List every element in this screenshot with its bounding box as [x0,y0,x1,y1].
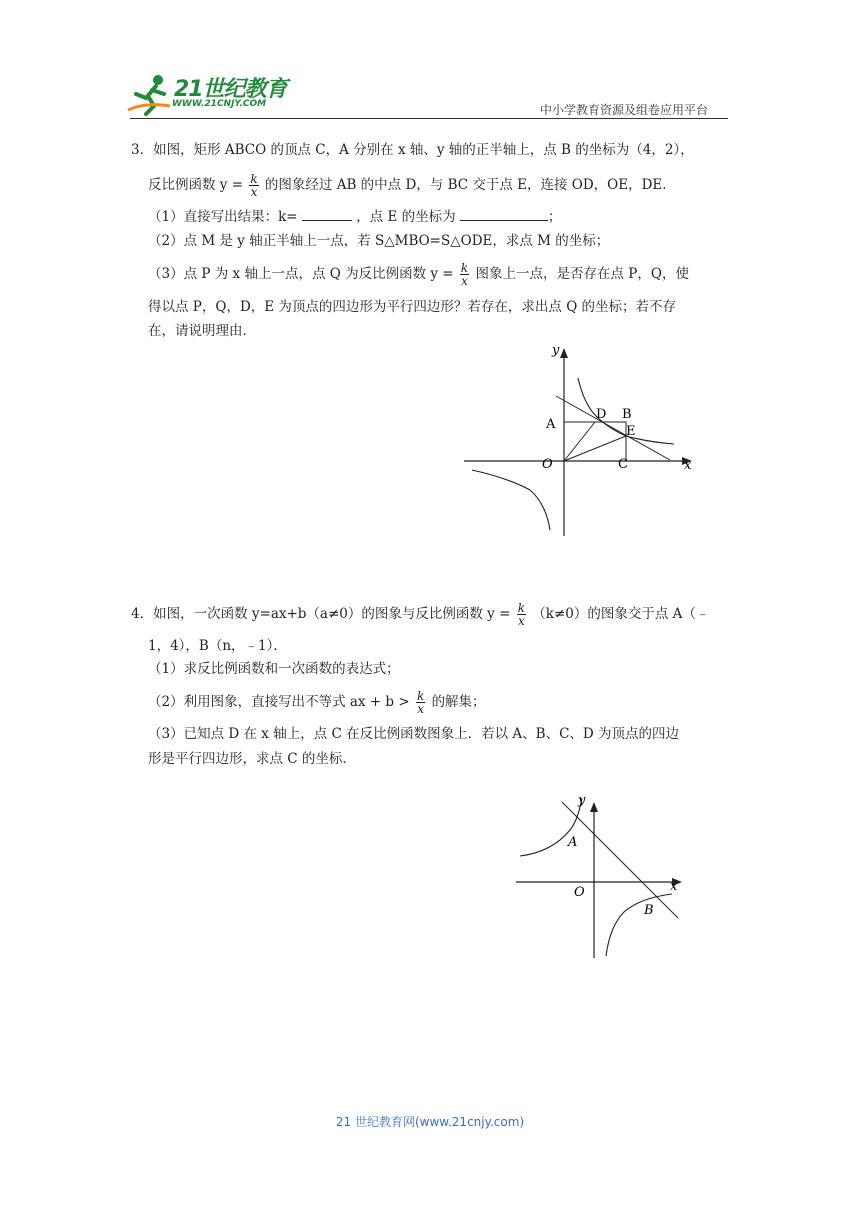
q3-part-1: （1）直接写出结果：k= ，点 E 的坐标为 ； [148,209,562,225]
q3-line-2b: 的图象经过 AB 的中点 D，与 BC 交于点 E，连接 OD，OE，DE． [264,177,676,193]
logo-text: 21世纪教育 [174,77,287,102]
label-d: D [596,407,607,422]
q3-part-3-end: 在，请说明理由． [148,323,256,339]
q3-part-3-cont: 得以点 P，Q，D，E 为顶点的四边形为平行四边形？若存在，求出点 Q 的坐标；若不存 [148,299,677,315]
q3-part-3: （3）点 P 为 x 轴上一点，点 Q 为反比例函数 y = $\frac{k}{x}$ 图象上一点，是否存在点 P，Q，使 [148,261,689,288]
label-o: O [542,457,553,472]
y-axis-arrow [590,802,598,812]
hyperbola-branch-4 [606,894,672,956]
label-a: A [546,417,556,432]
q4-part-3-cont: 形是平行四边形，求点 C 的坐标． [148,751,356,767]
logo [126,72,296,116]
answer-blank-e[interactable] [460,208,548,221]
q4-figure [512,790,688,962]
label-y: y [578,793,586,808]
label-c: C [618,457,628,472]
q3-line-2a: 反比例函数 y = [148,177,244,193]
y-axis-arrow [560,348,568,358]
hyperbola-branch-3 [472,470,550,530]
q3-line-1: 3．如图，矩形 ABCO 的顶点 C，A 分别在 x 轴、y 轴的正半轴上，点 B 的坐标为（4，2）， [131,142,694,158]
line-de-extended [556,396,670,460]
label-y: y [552,343,560,358]
q4-part-1: （1）求反比例函数和一次函数的表达式； [148,661,400,677]
label-b: B [644,903,654,918]
rectangle-abco [564,422,626,461]
q4-part-2: （2）利用图象，直接写出不等式 ax + b > $\frac{k}{x}$ 的解集； [148,689,486,716]
linear-function-line [562,802,678,918]
q3-figure [460,338,700,540]
logo-url: WWW.21CNJY.COM [172,99,267,109]
q4-line-1: 4．如图，一次函数 y=ax+b（a≠0）的图象与反比例函数 y = $\frac{k}{x}$ （k≠0）的图象交于点 A（﹣ [131,601,710,628]
q4-line-2: 1，4），B（n，﹣1）． [148,638,287,654]
answer-blank-k[interactable] [302,208,352,221]
q3-line-2 [148,173,676,198]
label-b: B [622,407,632,422]
label-e: E [626,424,636,439]
footer-link[interactable]: 21 世纪教育网(www.21cnjy.com) [335,1115,525,1129]
q3-part-2: （2）点 M 是 y 轴正半轴上一点，若 S△MBO=S△ODE，求点 M 的坐标； [148,233,610,249]
label-a: A [568,835,578,850]
q4-part-3: （3）已知点 D 在 x 轴上，点 C 在反比例函数图象上．若以 A、B、C、D 为顶点的四边 [148,726,680,742]
fraction-k-over-x: $\frac{k}{x}$ [250,172,258,199]
label-x: x [670,879,678,894]
runner-logo-icon [126,72,176,116]
header-rule [130,118,728,119]
platform-name: 中小学教育资源及组卷应用平台 [540,103,709,117]
label-o: O [574,885,585,900]
label-x: x [684,458,692,473]
